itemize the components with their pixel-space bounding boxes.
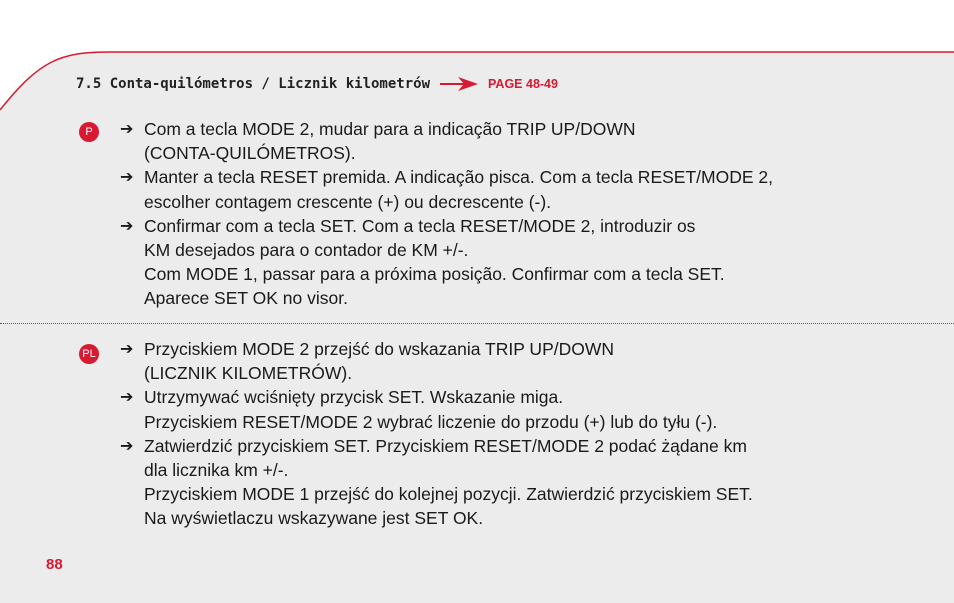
list-item — [120, 117, 920, 165]
language-badge-pl: PL — [79, 344, 99, 364]
red-arrow-icon — [440, 77, 478, 91]
text-line: Przyciskiem MODE 1 przejść do kolejnej pozycji. Zatwierdzić przyciskiem SET. — [144, 484, 753, 505]
section-divider — [0, 323, 954, 324]
text-line: Utrzymywać wciśnięty przycisk SET. Wskazanie miga. — [144, 387, 564, 408]
section-title: 7.5 Conta-quilómetros / Licznik kilometrów — [76, 76, 431, 92]
language-badge-p: P — [79, 122, 99, 142]
list-item — [120, 165, 920, 213]
list-item — [120, 385, 920, 433]
section-portuguese — [120, 117, 920, 311]
arrow-right-icon: ➔ — [120, 435, 134, 455]
text-line: Przyciskiem RESET/MODE 2 wybrać liczenie do przodu (+) lub do tyłu (-). — [144, 411, 718, 432]
section-polish — [120, 337, 920, 531]
text-line: (LICZNIK KILOMETRÓW). — [144, 363, 353, 384]
arrow-right-icon: ➔ — [120, 387, 134, 407]
arrow-right-icon: ➔ — [120, 167, 134, 187]
text-line: Com MODE 1, passar para a próxima posição. Confirmar com a tecla SET. — [144, 264, 725, 285]
text-line: Confirmar com a tecla SET. Com a tecla RESET/MODE 2, introduzir os — [144, 215, 696, 236]
list-item — [120, 337, 920, 385]
page-reference: PAGE 48-49 — [488, 77, 558, 91]
list-item — [120, 434, 920, 531]
text-line: KM desejados para o contador de KM +/-. — [144, 240, 469, 261]
arrow-right-icon: ➔ — [120, 119, 134, 138]
text-line: Aparece SET OK no visor. — [144, 288, 348, 309]
section-heading — [76, 73, 558, 95]
text-line: dla licznika km +/-. — [144, 460, 289, 481]
arrow-right-icon: ➔ — [120, 339, 134, 358]
text-line: (CONTA-QUILÓMETROS). — [144, 143, 356, 164]
arrow-right-icon: ➔ — [120, 215, 134, 235]
text-line: Na wyświetlaczu wskazywane jest SET OK. — [144, 508, 484, 529]
text-line: Zatwierdzić przyciskiem SET. Przyciskiem RESET/MODE 2 podać żądane km — [144, 435, 747, 456]
page-number: 88 — [46, 556, 63, 573]
text-line: Manter a tecla RESET premida. A indicação pisca. Com a tecla RESET/MODE 2, — [144, 167, 773, 188]
list-item — [120, 214, 920, 311]
text-line: Przyciskiem MODE 2 przejść do wskazania TRIP UP/DOWN — [144, 339, 615, 359]
text-line: Com a tecla MODE 2, mudar para a indicação TRIP UP/DOWN — [144, 119, 636, 139]
text-line: escolher contagem crescente (+) ou decrescente (-). — [144, 191, 552, 212]
